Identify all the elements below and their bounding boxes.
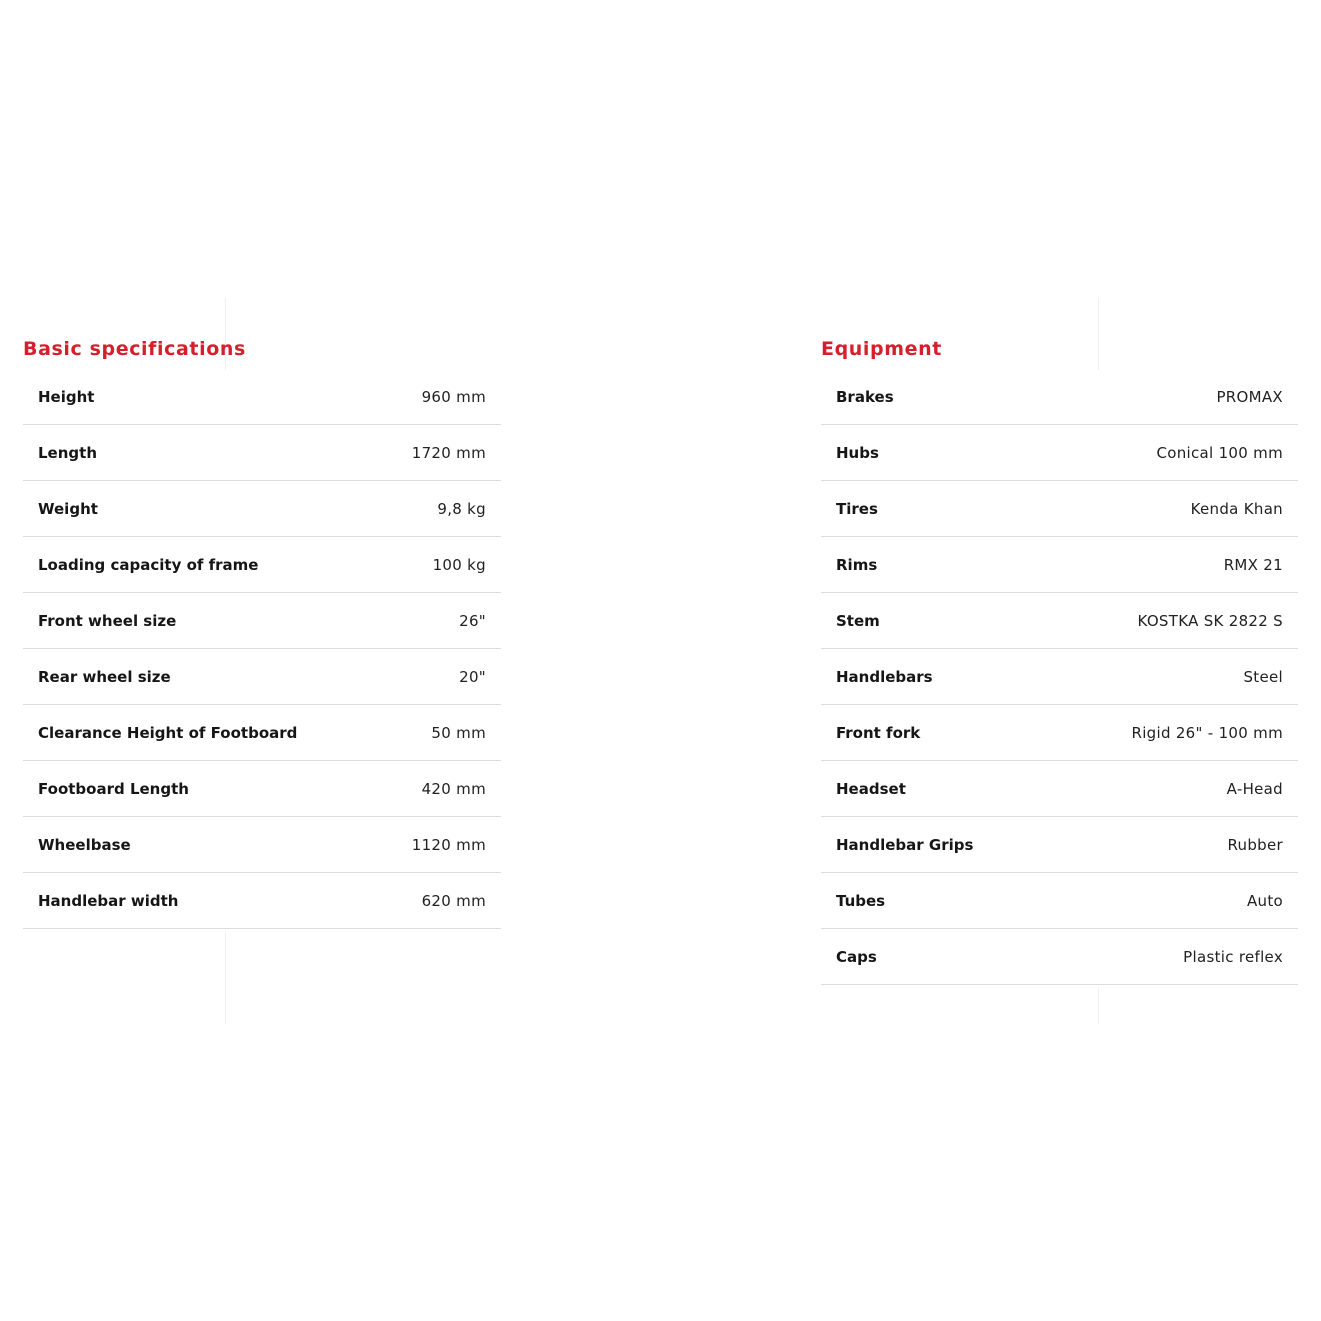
spec-row <box>821 705 1298 761</box>
spec-label: Handlebar width <box>38 891 179 910</box>
spec-label: Loading capacity of frame <box>38 555 259 574</box>
spec-label: Hubs <box>836 443 879 462</box>
spec-row <box>23 649 501 705</box>
spec-row <box>821 761 1298 817</box>
spec-value: Steel <box>1243 667 1283 686</box>
spec-row <box>23 873 501 929</box>
spec-label: Tubes <box>836 891 886 910</box>
spec-value: 1720 mm <box>411 443 486 462</box>
spec-row <box>821 873 1298 929</box>
spec-row <box>821 649 1298 705</box>
spec-value: RMX 21 <box>1223 555 1283 574</box>
spec-value: KOSTKA SK 2822 S <box>1137 611 1283 630</box>
spec-label: Front wheel size <box>38 611 177 630</box>
spec-row <box>821 481 1298 537</box>
spec-label: Rear wheel size <box>38 667 171 686</box>
spec-value: Conical 100 mm <box>1156 443 1283 462</box>
basic-specifications-table <box>23 369 501 929</box>
spec-label: Handlebar Grips <box>836 835 974 854</box>
spec-label: Rims <box>836 555 878 574</box>
spec-label: Tires <box>836 499 878 518</box>
spec-row <box>23 369 501 425</box>
spec-value: 420 mm <box>421 779 486 798</box>
spec-label: Clearance Height of Footboard <box>38 723 298 742</box>
spec-value: 960 mm <box>421 387 486 406</box>
equipment-table <box>821 369 1298 985</box>
spec-value: 26" <box>459 611 486 630</box>
spec-row <box>821 817 1298 873</box>
spec-label: Wheelbase <box>38 835 131 854</box>
spec-row <box>821 537 1298 593</box>
spec-row <box>821 929 1298 985</box>
spec-value: 50 mm <box>431 723 486 742</box>
spec-label: Caps <box>836 947 877 966</box>
spec-value: Auto <box>1246 891 1283 910</box>
spec-value: Kenda Khan <box>1190 499 1283 518</box>
spec-value: 20" <box>459 667 486 686</box>
spec-label: Length <box>38 443 97 462</box>
spec-label: Handlebars <box>836 667 933 686</box>
spec-row <box>23 425 501 481</box>
spec-value: Rubber <box>1227 835 1283 854</box>
decorative-divider <box>1098 297 1099 370</box>
spec-label: Weight <box>38 499 98 518</box>
spec-row <box>821 593 1298 649</box>
spec-value: 1120 mm <box>411 835 486 854</box>
spec-row <box>23 537 501 593</box>
spec-value: A-Head <box>1226 779 1283 798</box>
spec-row <box>821 369 1298 425</box>
spec-value: 620 mm <box>421 891 486 910</box>
spec-row <box>23 761 501 817</box>
spec-value: 100 kg <box>432 555 486 574</box>
spec-label: Brakes <box>836 387 894 406</box>
spec-label: Front fork <box>836 723 921 742</box>
decorative-divider <box>225 932 226 1024</box>
spec-value: 9,8 kg <box>437 499 486 518</box>
spec-label: Stem <box>836 611 880 630</box>
spec-row <box>23 705 501 761</box>
spec-label: Height <box>38 387 95 406</box>
spec-label: Footboard Length <box>38 779 189 798</box>
section-title-basic-specifications: Basic specifications <box>23 338 246 360</box>
spec-row <box>23 593 501 649</box>
spec-value: PROMAX <box>1216 387 1283 406</box>
spec-label: Headset <box>836 779 906 798</box>
spec-row <box>23 817 501 873</box>
decorative-divider <box>1098 988 1099 1024</box>
section-title-equipment: Equipment <box>821 338 942 360</box>
spec-value: Rigid 26" - 100 mm <box>1131 723 1283 742</box>
spec-row <box>821 425 1298 481</box>
spec-value: Plastic reflex <box>1183 947 1283 966</box>
spec-row <box>23 481 501 537</box>
